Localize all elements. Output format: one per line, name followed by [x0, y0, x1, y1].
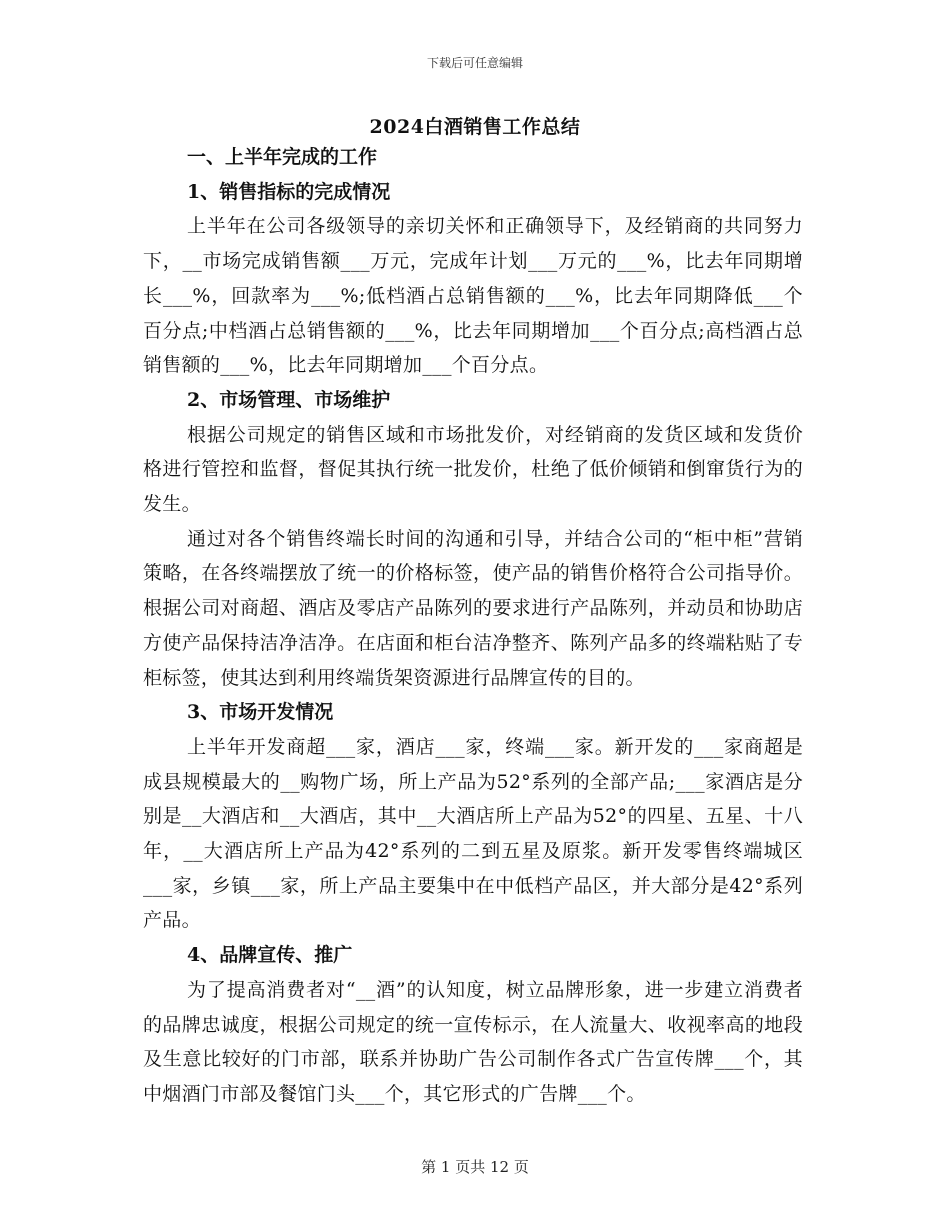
section-heading: 一、上半年完成的工作 [187, 146, 378, 168]
paragraph: 上半年开发商超___家，酒店___家，终端___家。新开发的___家商超是成县规模最大的__购物广场，所上产品为52°系列的全部产品;___家酒店是分别是__大酒店和__大酒店，其中__大酒店所上产品为52°的四星、五星、十八年，__大酒店所上产品为42°系列的二到五星及原浆。新开发零售终端城区___家，乡镇___家，所上产品主要集中在中低档产品区，并大部分是42°系列产品。 [143, 735, 803, 932]
subsection-heading: 4、品牌宣传、推广 [187, 944, 353, 967]
document-title: 2024白酒销售工作总结 [369, 116, 581, 138]
page-number-footer: 第 1 页共 12 页 [421, 1158, 529, 1176]
paragraph: 通过对各个销售终端长时间的沟通和引导，并结合公司的“柜中柜”营销策略，在各终端摆放了统一的价格标签，使产品的销售价格符合公司指导价。根据公司对商超、酒店及零店产品陈列的要求进行产品陈列，并动员和协助店方使产品保持洁净洁净。在店面和柜台洁净整齐、陈列产品多的终端粘贴了专柜标签，使其达到利用终端货架资源进行品牌宣传的目的。 [143, 527, 803, 689]
subsection-heading: 3、市场开发情况 [187, 701, 334, 724]
subsection-heading: 2、市场管理、市场维护 [187, 388, 391, 411]
subsection-heading: 1、销售指标的完成情况 [187, 180, 391, 203]
page-header-note: 下载后可任意编辑 [426, 56, 523, 70]
document-body [143, 140, 803, 1112]
paragraph: 为了提高消费者对“__酒”的认知度，树立品牌形象，进一步建立消费者的品牌忠诚度，根据公司规定的统一宣传标示，在人流量大、收视率高的地段及生意比较好的门市部，联系并协助广告公司制作各式广告宣传牌___个，其中烟酒门市部及餐馆门头___个，其它形式的广告牌___个。 [143, 978, 803, 1105]
paragraph: 上半年在公司各级领导的亲切关怀和正确领导下，及经销商的共同努力下，__市场完成销售额___万元，完成年计划___万元的___%，比去年同期增长___%，回款率为___%;低档酒占总销售额的___%，比去年同期降低___个百分点;中档酒占总销售额的___%，比去年同期增加___个百分点;高档酒占总销售额的___%，比去年同期增加___个百分点。 [143, 215, 803, 377]
paragraph: 根据公司规定的销售区域和市场批发价，对经销商的发货区域和发货价格进行管控和监督，督促其执行统一批发价，杜绝了低价倾销和倒窜货行为的发生。 [143, 423, 803, 516]
